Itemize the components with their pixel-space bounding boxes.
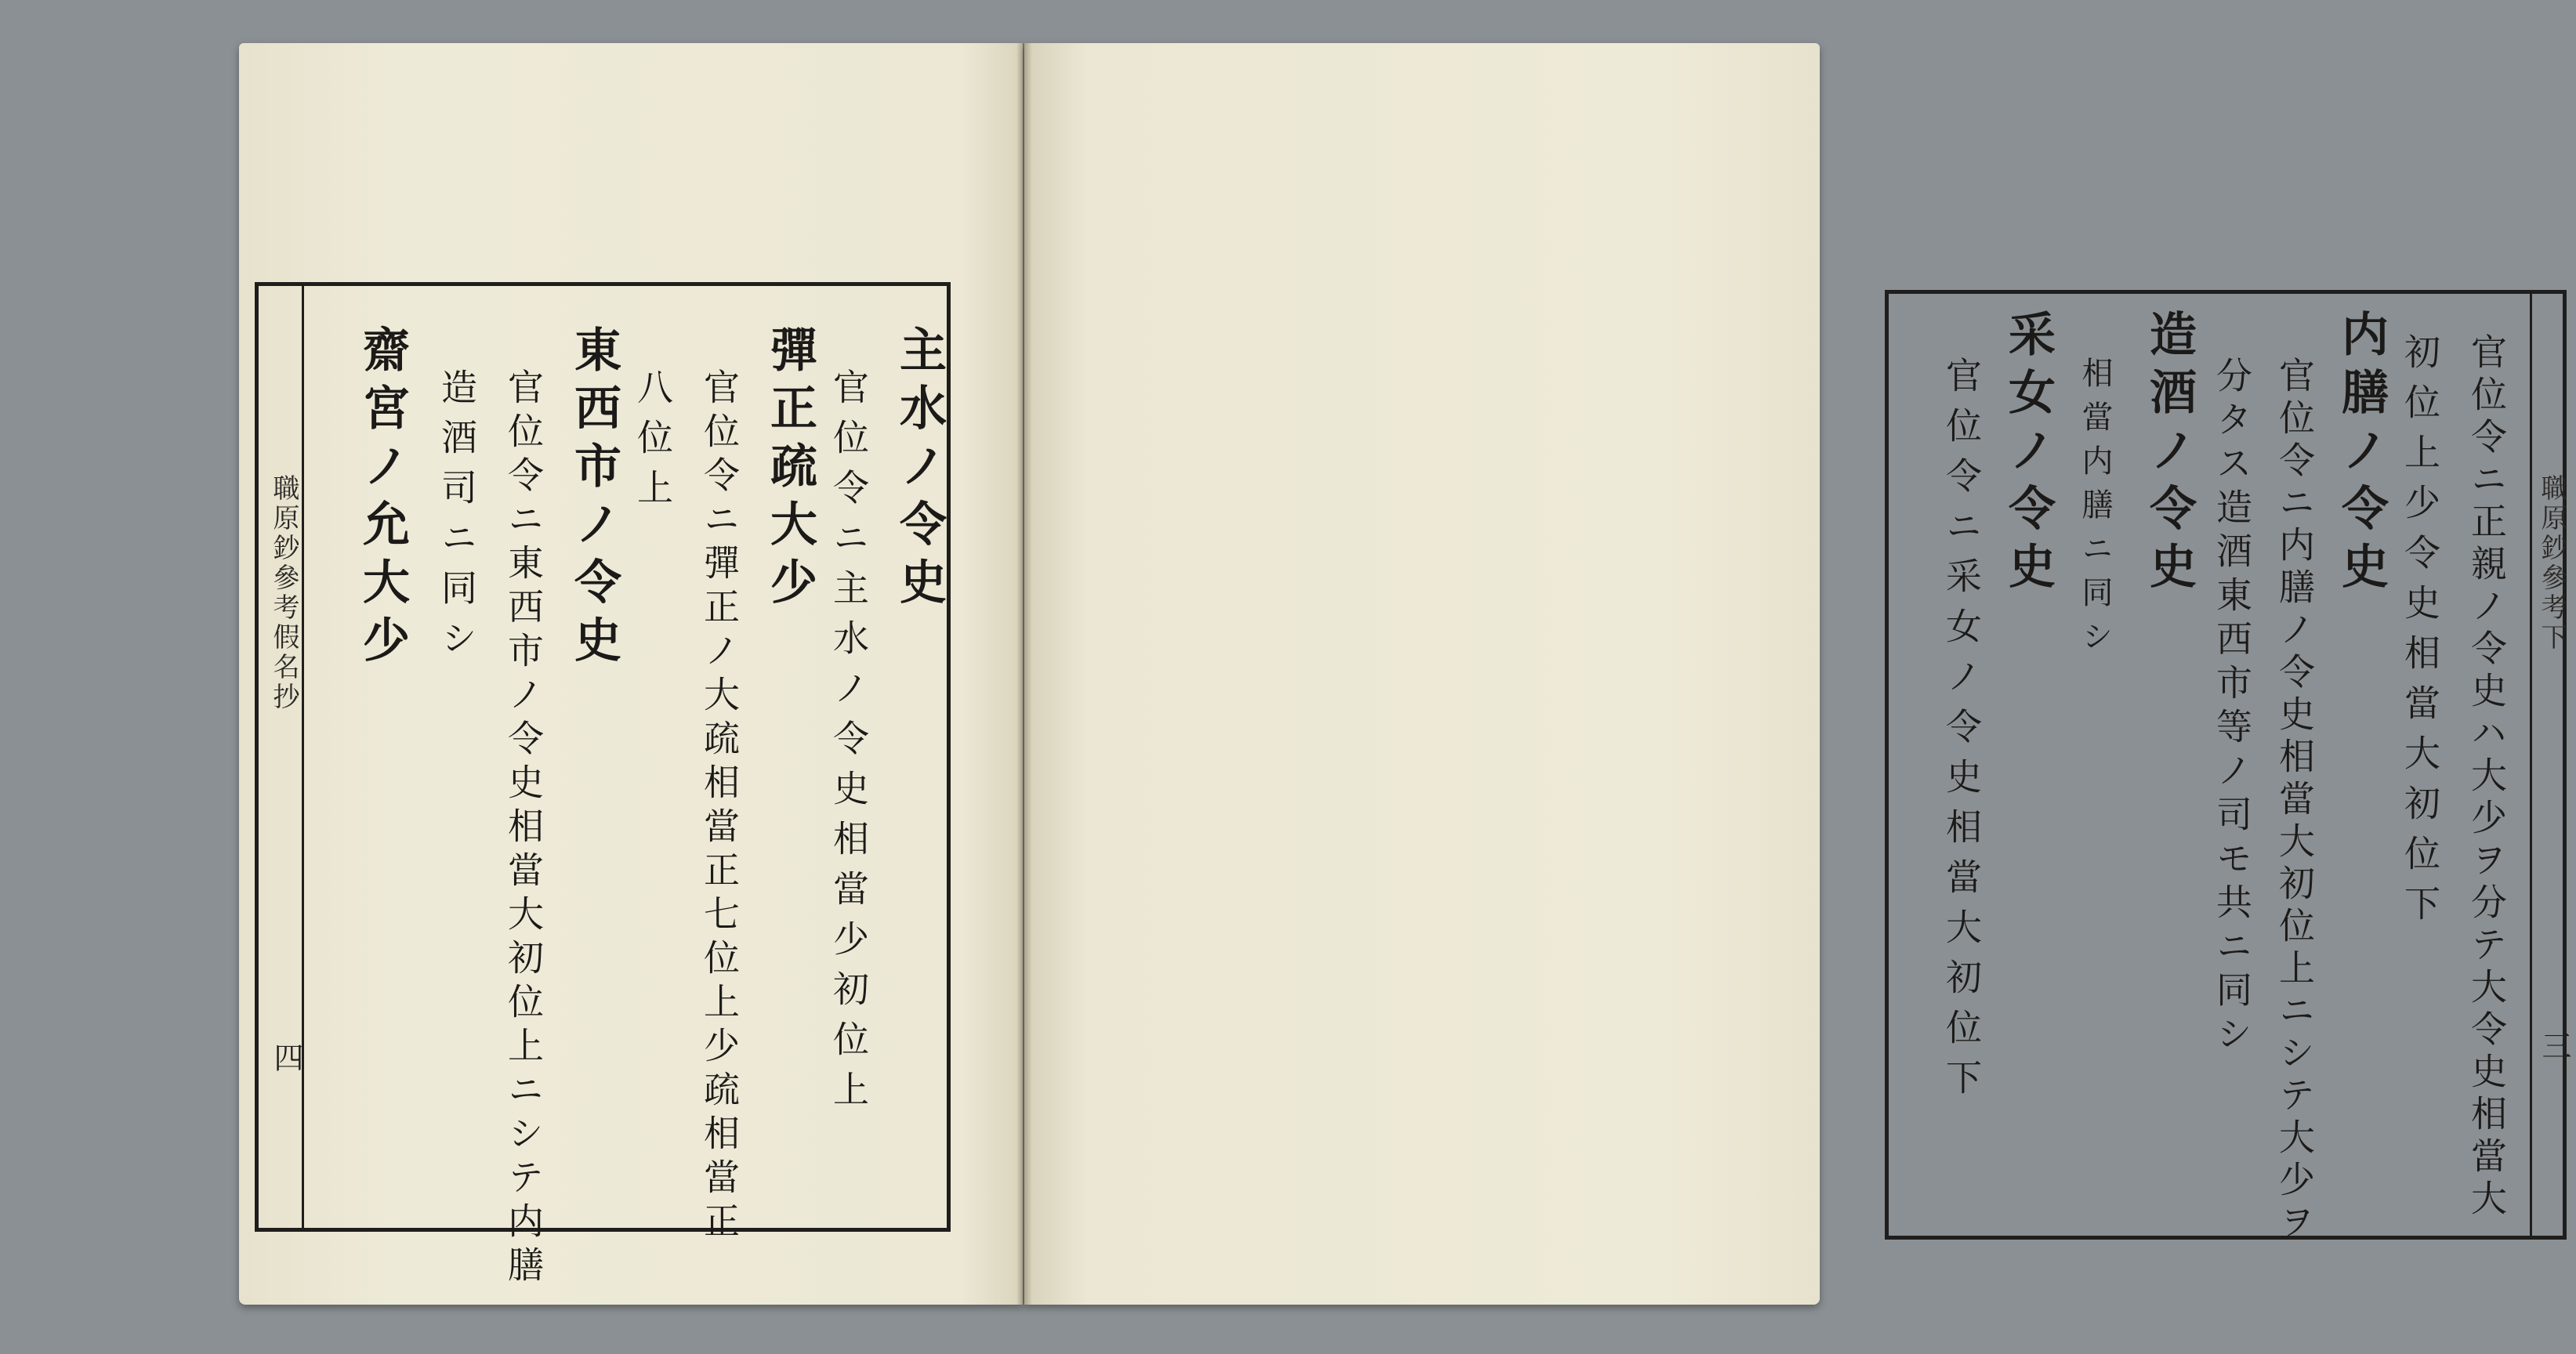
left-fold-line xyxy=(302,286,304,1228)
left-col-7: 官位令ニ東西市ノ令史相當大初位上ニシテ内膳 xyxy=(502,368,545,1290)
left-col-3: 彈正疏大少 xyxy=(763,325,817,615)
left-col-9: 齋宮ノ允大少 xyxy=(355,325,410,673)
right-fold-line xyxy=(2530,294,2532,1236)
right-col-1: 官位令ニ正親ノ令史ハ大少ヲ分テ大令史相當大 xyxy=(2465,333,2508,1222)
left-col-5: 八位上 xyxy=(632,368,674,519)
left-col-1: 主水ノ令史 xyxy=(892,325,947,615)
right-page-frame xyxy=(1885,290,2571,1245)
right-col-6: 造酒ノ令史 xyxy=(2142,310,2197,599)
right-col-8: 采女ノ令史 xyxy=(2001,310,2056,599)
left-col-4: 官位令ニ彈正ノ大疏相當正七位上少疏相當正 xyxy=(698,368,741,1246)
right-col-2: 初位上少令史相當大初位下 xyxy=(2399,333,2441,935)
left-page xyxy=(239,43,1023,1305)
right-col-3: 内膳ノ令史 xyxy=(2334,310,2389,599)
left-folio: 四 xyxy=(269,1042,303,1072)
right-fold-title: 職原鈔參考下 xyxy=(2536,474,2567,653)
left-col-8: 造酒司ニ同シ xyxy=(436,368,478,669)
open-book xyxy=(239,43,2571,1316)
book-gutter xyxy=(1016,43,1032,1305)
left-col-6: 東西市ノ令史 xyxy=(567,325,621,673)
right-col-7: 相當内膳ニ同シ xyxy=(2077,357,2113,664)
right-col-5: 分タス造酒東西市等ノ司モ共ニ同シ xyxy=(2211,357,2253,1059)
right-folio: 三 xyxy=(2537,1030,2571,1060)
left-fold-title: 職原鈔參考假名抄 xyxy=(268,474,299,712)
left-page-frame xyxy=(255,282,951,1290)
right-col-4: 官位令ニ内膳ノ令史相當大初位上ニシテ大少ヲ xyxy=(2273,357,2316,1245)
left-col-2: 官位令ニ主水ノ令史相當少初位上 xyxy=(828,368,870,1120)
right-page xyxy=(1024,43,2571,1305)
right-col-9: 官位令ニ采女ノ令史相當大初位下 xyxy=(1940,357,1983,1109)
